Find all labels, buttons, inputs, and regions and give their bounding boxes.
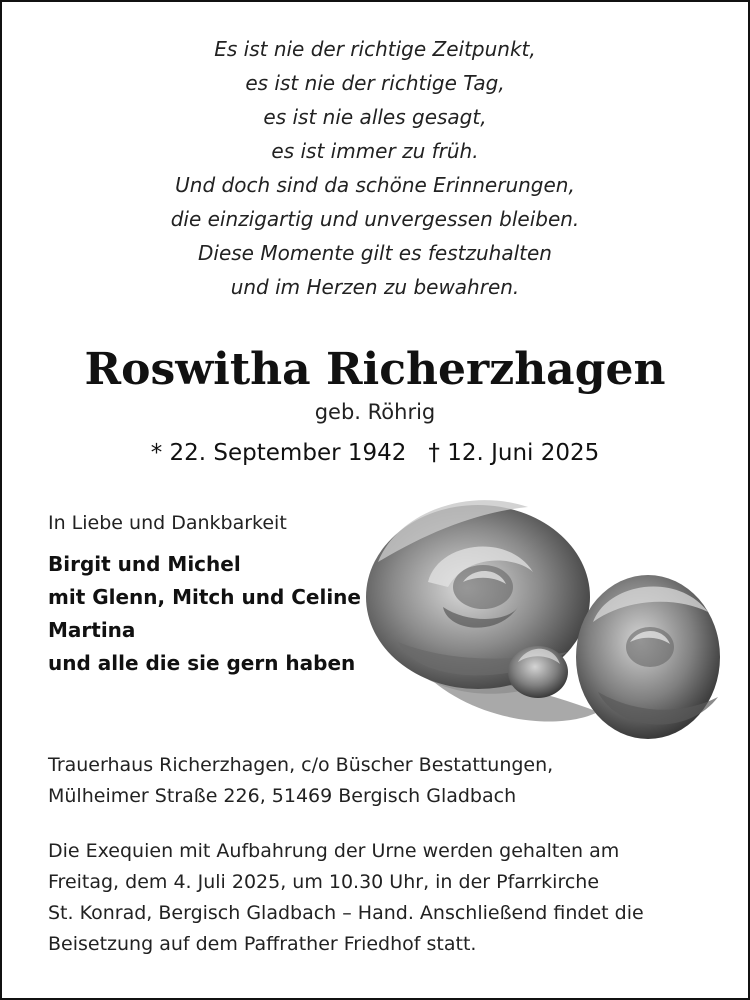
address-line: Trauerhaus Richerzhagen, c/o Büscher Bestattungen, [48,754,554,776]
mourner-line: und alle die sie gern haben [48,651,356,675]
life-dates [2,440,748,466]
poem-line: die einzigartig und unvergessen bleiben. [170,207,580,231]
mourning-house-address [48,750,553,812]
mourner-line: Martina [48,618,136,642]
ceremony-line: St. Konrad, Bergisch Gladbach – Hand. Anschließend findet die [48,902,644,924]
poem-line: Diese Momente gilt es festzuhalten [198,241,552,265]
mourner-line: Birgit und Michel [48,552,241,576]
poem [2,32,748,304]
ceremony-line: Die Exequien mit Aufbahrung der Urne werden gehalten am [48,840,620,862]
death-date: † 12. Juni 2025 [428,440,600,466]
poem-line: es ist nie alles gesagt, [263,105,487,129]
mourner-line: mit Glenn, Mitch und Celine [48,585,361,609]
mourners-intro: In Liebe und Dankbarkeit [48,512,287,534]
poem-line: Und doch sind da schöne Erinnerungen, [175,173,575,197]
ceremony-line: Freitag, dem 4. Juli 2025, um 10.30 Uhr, in der Pfarrkirche [48,871,600,893]
address-line: Mülheimer Straße 226, 51469 Bergisch Gladbach [48,785,517,807]
ceremony-notice [48,836,644,960]
roses-icon [358,472,728,762]
poem-line: es ist immer zu früh. [271,139,479,163]
birth-date: * 22. September 1942 [150,440,407,466]
maiden-name: geb. Röhrig [314,400,436,424]
mourners-list [48,548,361,680]
deceased-name: Roswitha Richerzhagen [84,344,666,395]
poem-line: und im Herzen zu bewahren. [230,275,520,299]
poem-line: es ist nie der richtige Tag, [245,71,505,95]
poem-line: Es ist nie der richtige Zeitpunkt, [214,37,536,61]
ceremony-line: Beisetzung auf dem Paffrather Friedhof statt. [48,933,477,955]
